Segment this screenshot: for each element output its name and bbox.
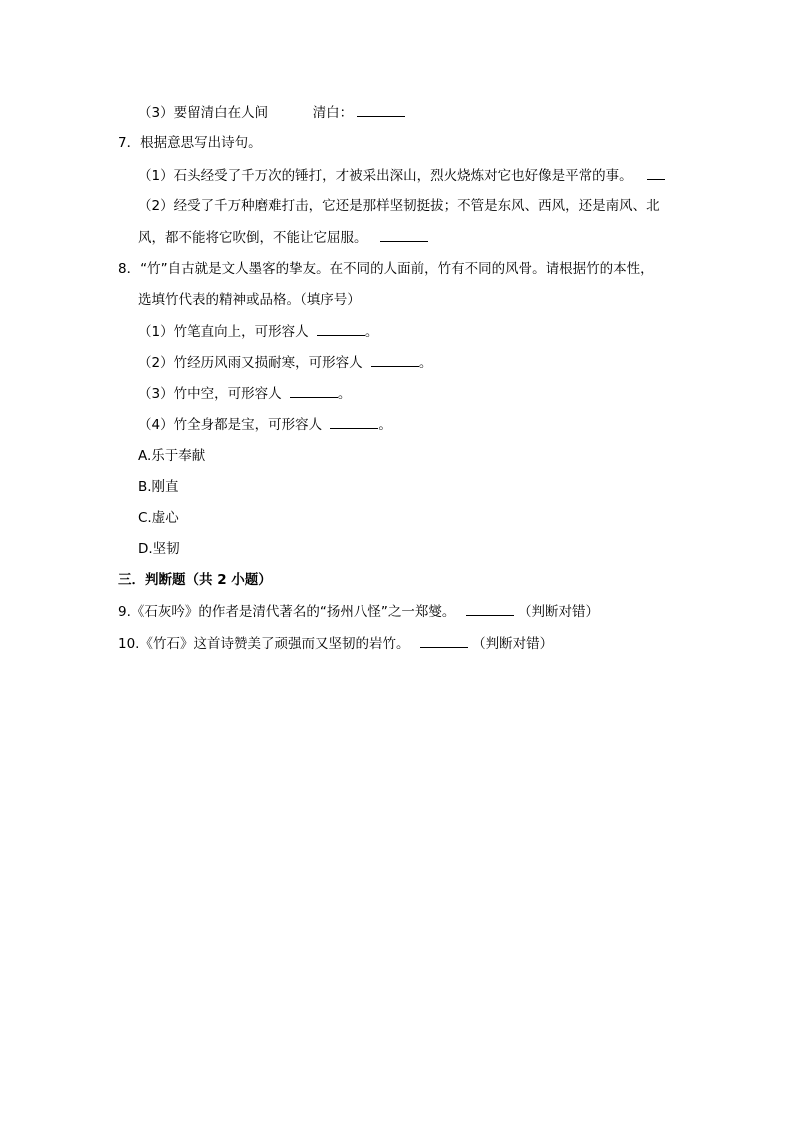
question-10-text: 10.《竹石》这首诗赞美了顽强而又坚韧的岩竹。 [118,636,410,652]
question-7-2-line2 [138,227,428,248]
question-8-title-line2: 选填竹代表的精神或品格。（填序号） [138,292,361,308]
answer-blank[interactable] [317,321,365,336]
question-8-title-line1: 8．“竹”自古就是文人墨客的挚友。在不同的人面前，竹有不同的风骨。请根据竹的本性， [118,261,654,277]
answer-blank[interactable] [371,352,419,367]
question-7-1 [138,165,665,186]
question-8-item-end: 。 [337,386,352,402]
question-10 [118,633,553,654]
question-9-text: 9.《石灰吟》的作者是清代著名的“扬州八怪”之一郑燮。 [118,604,456,620]
section-3-title: 三．判断题（共 2 小题） [118,572,272,588]
question-10-note: （判断对错） [472,636,554,652]
question-7-2-line1: （2）经受了千万种磨难打击，它还是那样坚韧挺拔；不管是东风、西风，还是南风、北 [138,198,660,214]
question-8-item [138,352,432,373]
answer-blank[interactable] [290,383,338,398]
option-b: B.刚直 [138,479,179,495]
answer-blank[interactable] [330,414,378,429]
option-c: C.虚心 [138,510,179,526]
option-a: A.乐于奉献 [138,448,206,464]
answer-blank[interactable] [647,165,665,180]
question-6-3 [138,102,405,123]
question-8-item-text: （3）竹中空，可形容人 [138,386,282,402]
question-8-item-text: （1）竹笔直向上，可形容人 [138,324,309,340]
question-8-item-text: （2）竹经历风雨又损耐寒，可形容人 [138,355,363,371]
answer-blank[interactable] [466,601,514,616]
question-7-2-text: 风，都不能将它吹倒，不能让它屈服。 [138,230,368,246]
question-8-item [138,414,392,435]
question-8-item-end: 。 [418,355,433,371]
question-9 [118,601,599,622]
question-7-1-text: （1）石头经受了千万次的锤打，才被采出深山，烈火烧炼对它也好像是平常的事。 [138,168,633,184]
answer-blank[interactable] [357,102,405,117]
question-9-note: （判断对错） [517,604,599,620]
question-8-item-end: 。 [364,324,379,340]
question-6-3-text: （3）要留清白在人间 [138,105,269,121]
answer-blank[interactable] [380,227,428,242]
question-8-item-text: （4）竹全身都是宝，可形容人 [138,417,323,433]
question-8-item [138,383,351,404]
answer-blank[interactable] [420,633,468,648]
question-6-3-label: 清白： [312,105,354,121]
question-7-title: 7．根据意思写出诗句。 [118,135,262,151]
question-8-item-end: 。 [378,417,392,433]
question-8-item [138,321,378,342]
option-d: D.坚韧 [138,541,180,557]
